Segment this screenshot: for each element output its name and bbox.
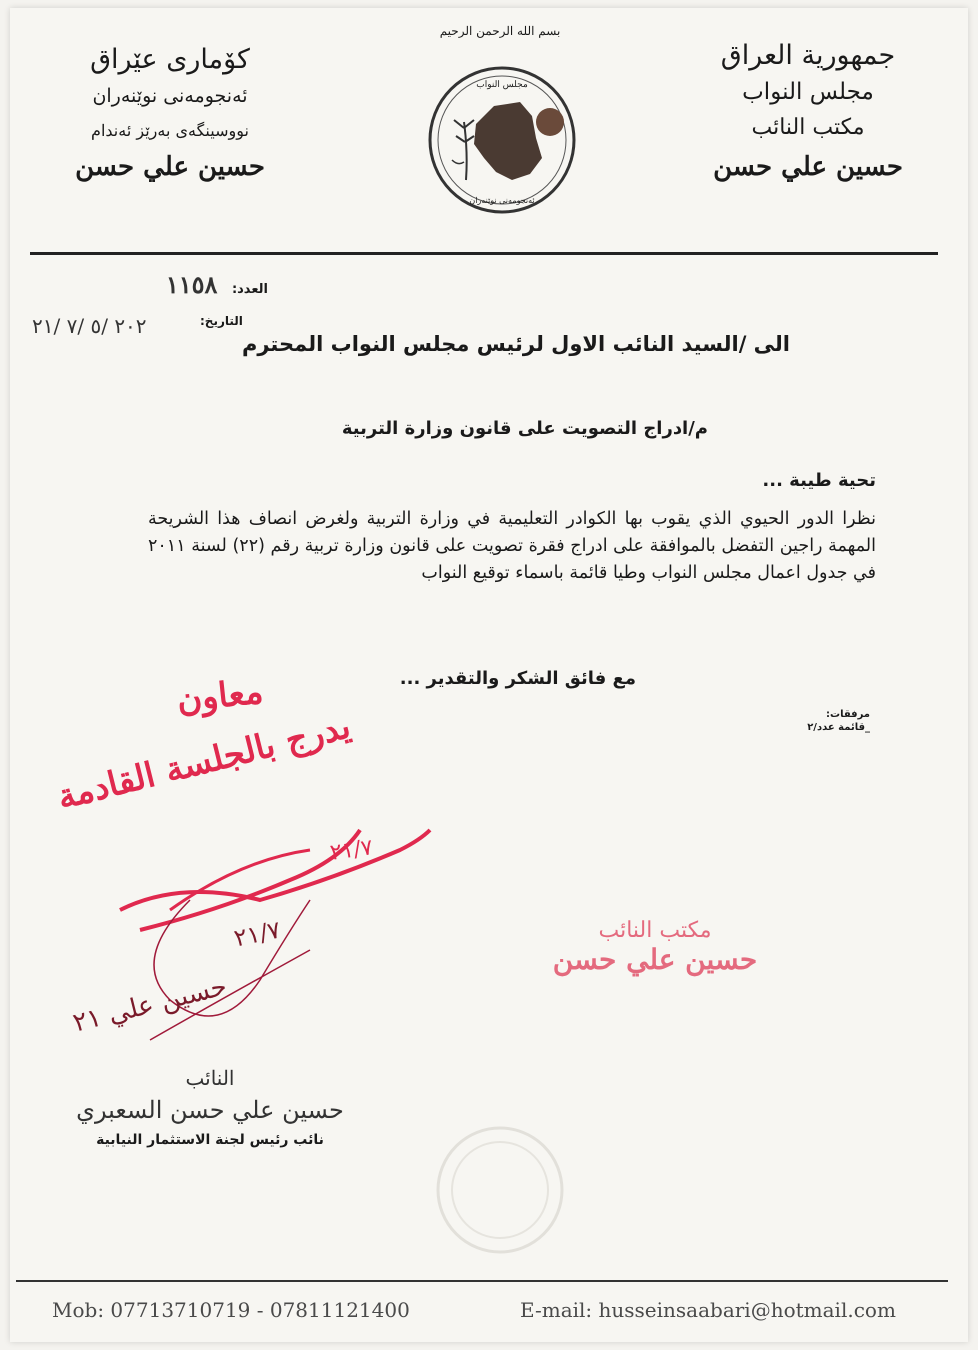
- closing-line: مع فائق الشكر والتقدير ...: [399, 668, 636, 689]
- letter-body: نظرا الدور الحيوي الذي يقوب بها الكوادر التعليمية في وزارة التربية ولغرض انصاف هذا الشريحة المهمة راجين التفضل بالموافقة على ادراج فقرة تصويت على قانون وزارة تربية رقم (٢٢) لسنة ٢٠١١ في جدول اعمال مجلس النواب وطيا قائمة باسماء توقيع النواب: [148, 509, 877, 583]
- signature-role: نائب رئيس لجنة الاستثمار النيابية: [96, 1132, 324, 1148]
- logo-caption-bottom: ئەنجومەنی نوێنەران: [469, 196, 535, 205]
- footer-divider: [16, 1280, 948, 1282]
- footer-phone: Mob: 07713710719 - 07811121400: [52, 1298, 410, 1322]
- attachments-label: مرفقات:: [826, 709, 870, 720]
- office-name-ku: نووسینگەی بەرێز ئەندام: [91, 121, 249, 140]
- subject-line: م/ادراج التصويت على قانون وزارة التربية: [341, 418, 708, 439]
- council-name-ar: مجلس النواب: [742, 79, 874, 105]
- stamp-line1: مكتب النائب: [598, 918, 712, 943]
- logo-caption-top: مجلس النواب: [476, 80, 528, 90]
- date-value: ٢٠٢ /٥ /٧ /٢١: [32, 314, 147, 338]
- recipient-line: الى /السيد النائب الاول لرئيس مجلس النواب المحترم: [241, 332, 790, 356]
- embossed-seal-icon: [430, 1120, 570, 1260]
- reference-label: العدد:: [231, 282, 268, 297]
- country-name-ku: كۆماری عێراق: [90, 44, 250, 75]
- header-divider: [30, 252, 938, 255]
- handwritten-date: ٢١/٧: [231, 915, 284, 953]
- stamp-line2: حسين علي حسن: [552, 943, 758, 976]
- handwritten-signature-name: حسين علي ٢١: [70, 971, 230, 1039]
- member-name-ar: حسين علي حسن: [713, 152, 903, 182]
- greeting: تحية طيبة ...: [762, 470, 876, 491]
- country-name-ar: جمهورية العراق: [720, 40, 896, 71]
- signature-name: حسين علي حسن السعبري: [76, 1096, 344, 1124]
- handwritten-annotation-line3: ٢١/٧: [328, 835, 375, 866]
- council-name-ku: ئەنجومەنی نوێنەران: [92, 85, 248, 107]
- handwritten-annotation-line2: يدرج بالجلسة القادمة: [53, 706, 355, 818]
- member-name-ku: حسين علي حسن: [75, 152, 265, 182]
- handwritten-annotation-line1: معاون: [174, 671, 266, 721]
- date-label: التاريخ:: [200, 314, 243, 328]
- office-name-ar: مكتب النائب: [751, 115, 865, 140]
- signature-block: [72, 1066, 348, 1148]
- attachments: [807, 708, 870, 734]
- reference-number: [108, 270, 268, 299]
- letterhead-arabic: [678, 40, 938, 182]
- reference-value: ١١٥٨: [165, 270, 218, 299]
- attachments-item: _قائمة عدد/٢: [807, 722, 870, 733]
- signature-title: النائب: [185, 1066, 235, 1090]
- footer-email: E-mail: husseinsaabari@hotmail.com: [520, 1298, 896, 1322]
- office-stamp: [550, 918, 760, 976]
- letterhead-kurdish: [40, 44, 300, 182]
- basmala: بسم الله الرحمن الرحيم: [439, 24, 561, 38]
